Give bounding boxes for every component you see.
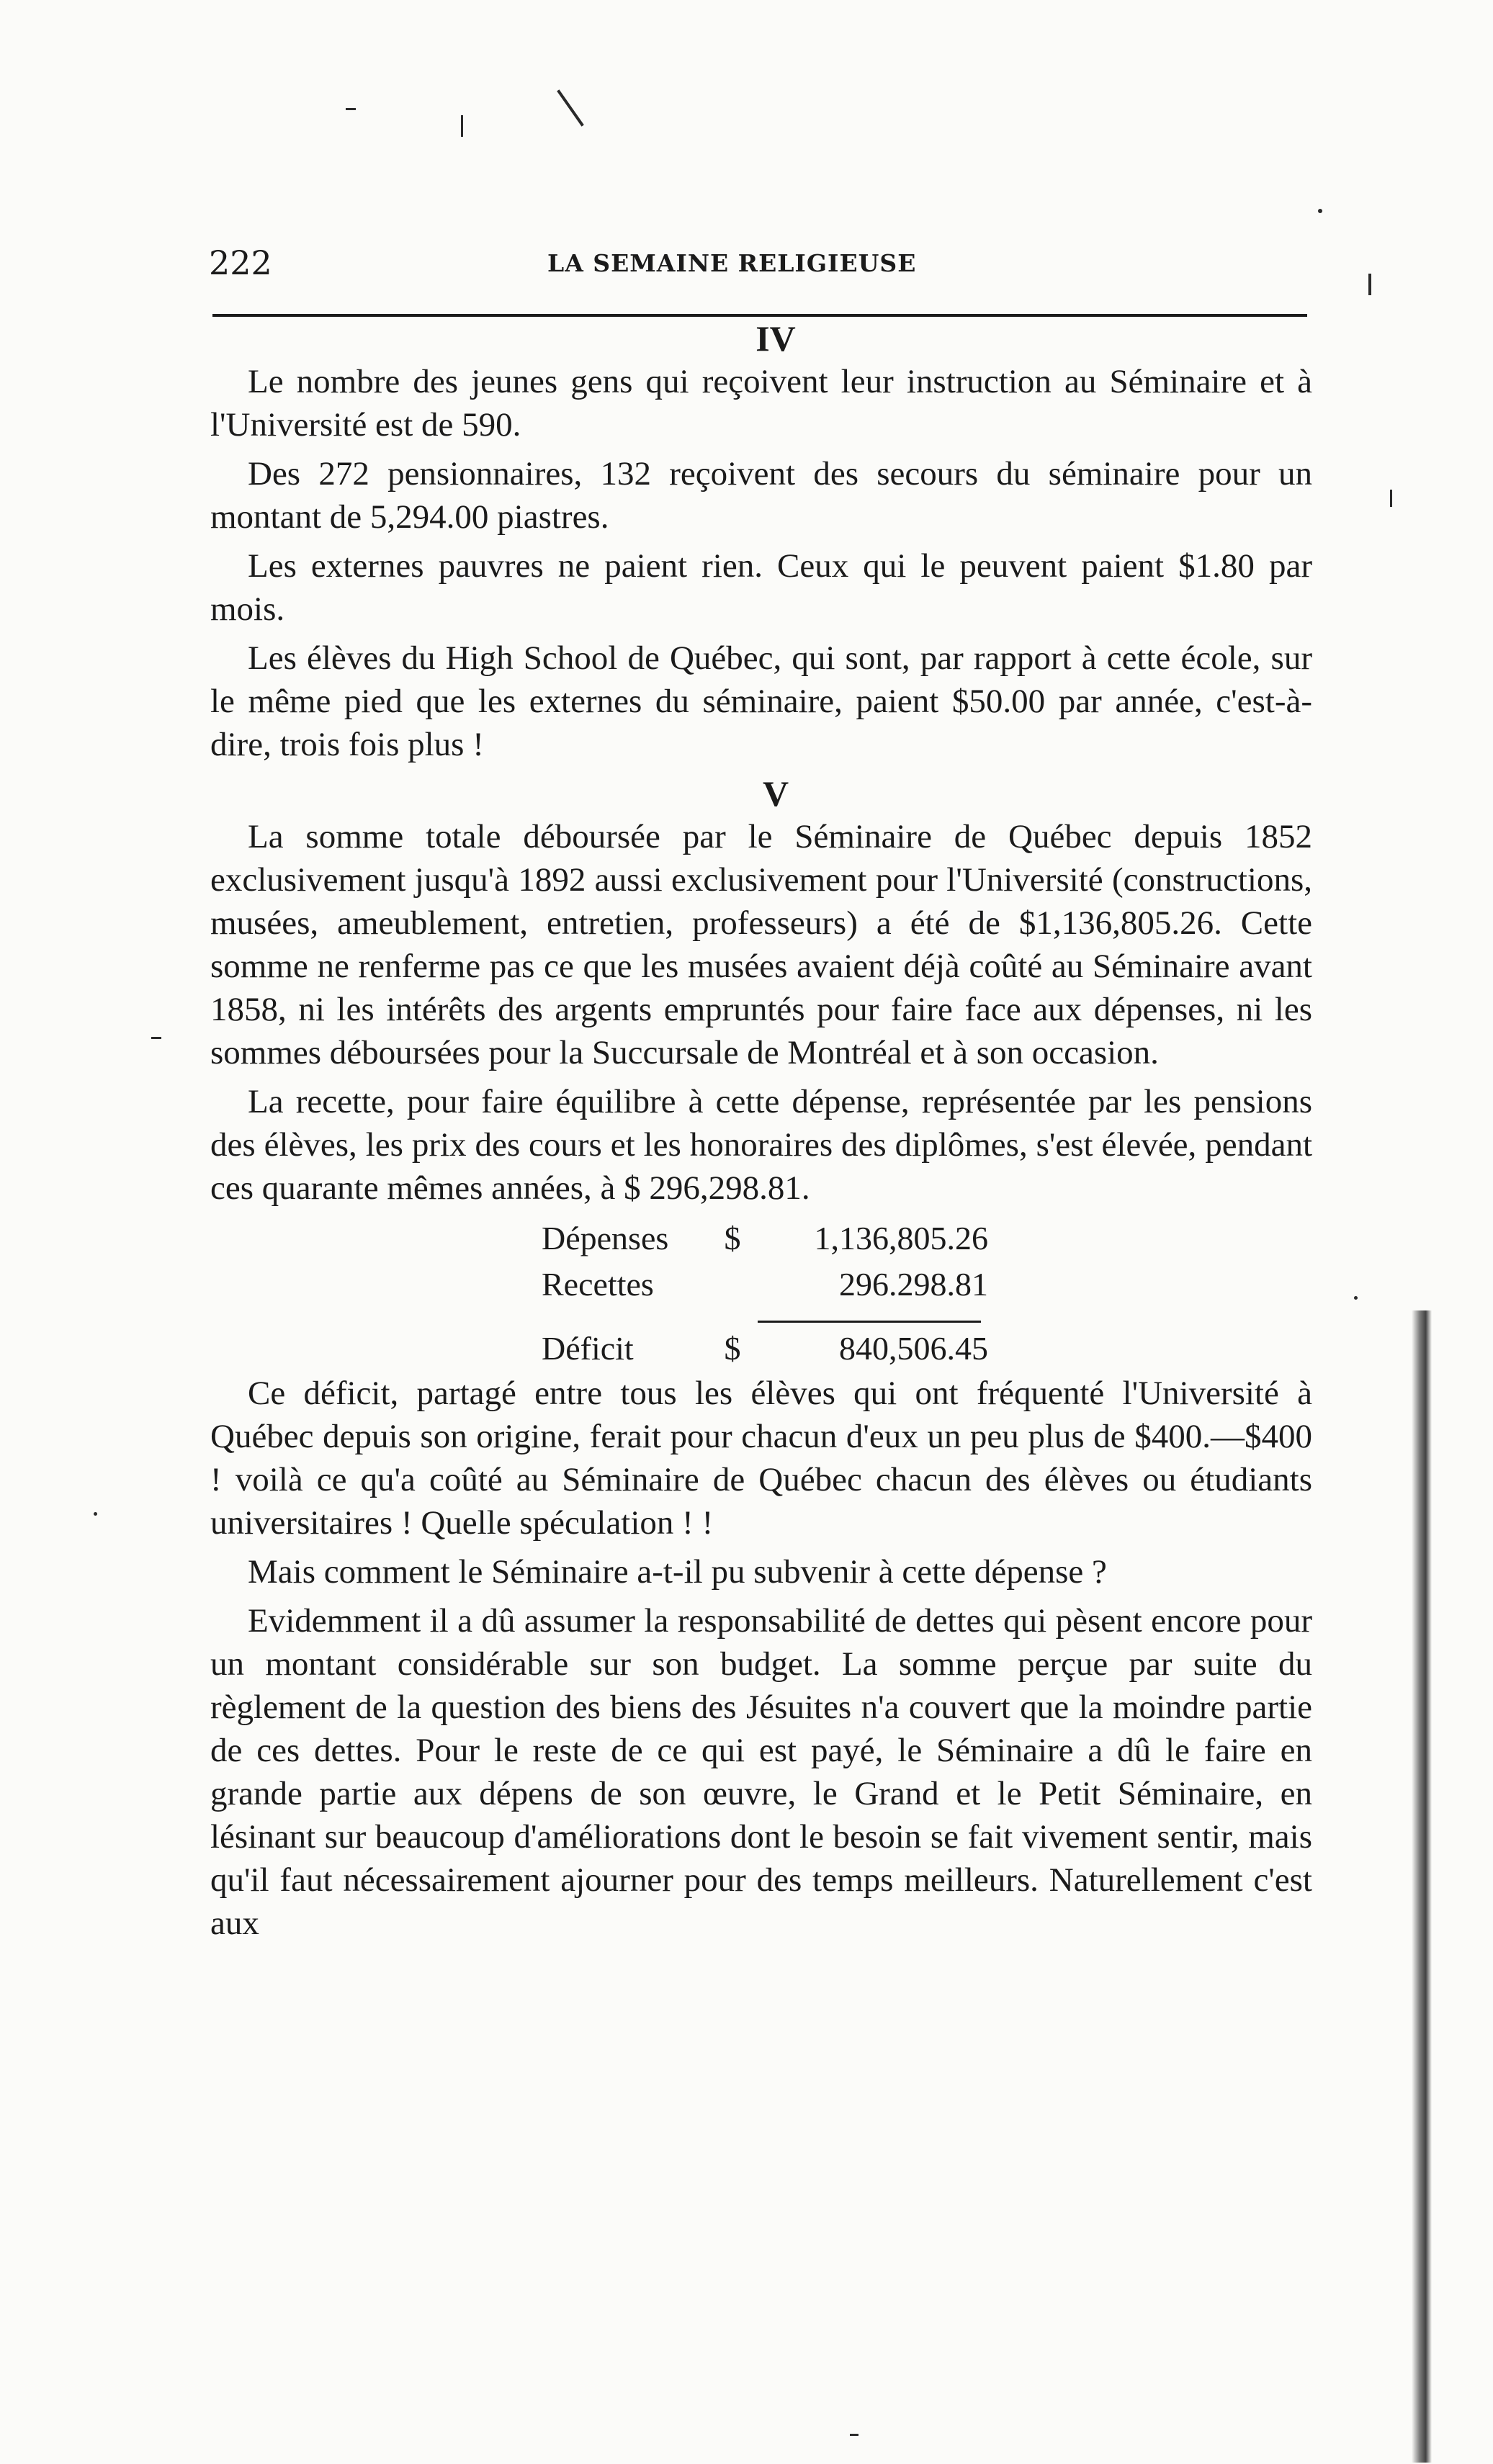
- row-label: Dépenses: [542, 1220, 669, 1256]
- row-value: 296.298.81: [839, 1266, 988, 1303]
- paragraph: La recette, pour faire équilibre à cette dépense, représentée par les pensions des élèves, les prix des cours et les honoraires des diplômes, s'est élevée, pendant ces quarante mêmes années, à $ 296,298.81.: [210, 1083, 1312, 1207]
- scan-speck: [1368, 274, 1371, 295]
- account-row-recettes: [542, 1262, 988, 1308]
- paragraph: Le nombre des jeunes gens qui reçoivent leur instruction au Séminaire et à l'Université est de 590.: [210, 363, 1312, 444]
- paragraph: Les élèves du High School de Québec, qui sont, par rapport à cette école, sur le même pied que les externes du séminaire, paient $50.00 par année, c'est-à-dire, trois fois plus !: [210, 639, 1312, 763]
- row-label: Recettes: [542, 1266, 654, 1303]
- account-row-depenses: [542, 1215, 988, 1262]
- account-table: [542, 1215, 988, 1372]
- scan-speck: [850, 2434, 858, 2436]
- paragraph: Les externes pauvres ne paient rien. Ceux qui le peuvent paient $1.80 par mois.: [210, 547, 1312, 628]
- running-title: LA SEMAINE RELIGIEUSE: [547, 249, 917, 277]
- paragraph: La somme totale déboursée par le Séminaire de Québec depuis 1852 exclusivement jusqu'à 1892 aussi exclusivement pour l'Université (constructions, musées, ameublement, entretien, professeurs) a été de $1,136,805.26. Cette somme ne renferme pas ce que les musées avaient déjà coûté au Séminaire avant 1858, ni les intérêts des argents empruntés pour faire face aux dépenses, ni les sommes déboursées pour la Succursale de Montréal et à son occasion.: [210, 818, 1312, 1071]
- scan-speck: [94, 1512, 97, 1516]
- row-value: 1,136,805.26: [814, 1220, 988, 1256]
- scan-speck: [346, 108, 356, 110]
- account-row-deficit: [542, 1326, 988, 1372]
- total-label: Déficit: [542, 1330, 634, 1367]
- page-number: 222: [209, 243, 272, 282]
- row-symbol: $: [724, 1220, 741, 1256]
- paragraph: Ce déficit, partagé entre tous les élèves qui ont fréquenté l'Université à Québec depuis son origine, ferait pour chacun d'eux un peu plus de $400.—$400 ! voilà ce qu'a coûté au Séminaire de Québec chacun des élèves ou étudiants universitaires ! Quelle spéculation ! !: [210, 1375, 1312, 1542]
- scan-speck: [1390, 490, 1392, 507]
- paragraph: Evidemment il a dû assumer la responsabilité de dettes qui pèsent encore pour un montant considérable sur son budget. La somme perçue par suite du règlement de la question des biens des Jésuites n'a couvert que la moindre partie de ces dettes. Pour le reste de ce qui est payé, le Séminaire a dû le faire en grande partie aux dépens de son œuvre, le Grand et le Petit Séminaire, en lésinant sur beaucoup d'améliorations dont le besoin se fait vivement sentir, mais qu'il faut nécessairement ajourner pour des temps meilleurs. Naturellement c'est aux: [210, 1602, 1312, 1942]
- body-text: [210, 317, 1312, 1951]
- scan-speck: [1318, 209, 1322, 213]
- sum-rule: [758, 1321, 981, 1323]
- paragraph: Des 272 pensionnaires, 132 reçoivent des secours du séminaire pour un montant de 5,294.00 piastres.: [210, 455, 1312, 536]
- page-header: [209, 243, 1311, 287]
- scan-speck: [461, 115, 463, 137]
- scan-speck: [1354, 1296, 1358, 1300]
- section-numeral-v: V: [762, 773, 789, 814]
- row-symbol: [714, 1262, 750, 1308]
- page-edge-shadow: [1412, 1310, 1432, 2463]
- section-numeral-iv: IV: [756, 318, 796, 359]
- scan-speck: [557, 89, 584, 126]
- total-symbol: $: [724, 1330, 741, 1367]
- total-value: 840,506.45: [839, 1330, 988, 1367]
- paragraph: Mais comment le Séminaire a-t-il pu subvenir à cette dépense ?: [248, 1553, 1107, 1591]
- scan-speck: [151, 1037, 161, 1039]
